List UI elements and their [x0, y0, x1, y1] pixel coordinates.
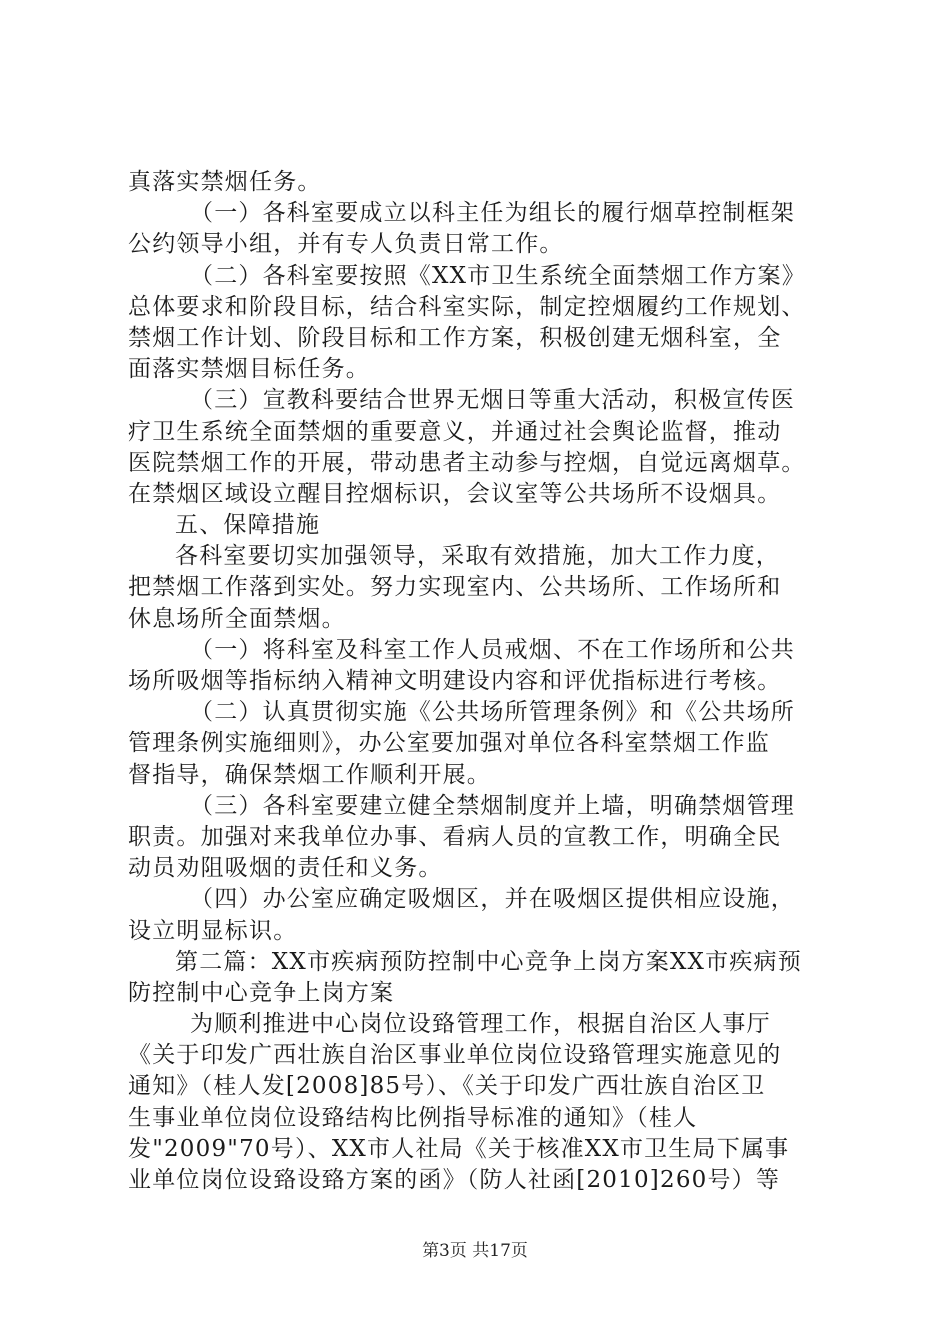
text-line: （一）各科室要成立以科主任为组长的履行烟草控制框架 — [190, 200, 795, 227]
text-line: 面落实禁烟目标任务。 — [128, 356, 370, 383]
text-line: （二）各科室要按照《XX市卫生系统全面禁烟工作方案》 — [190, 262, 806, 289]
text-line: 业单位岗位设臵设臵方案的函》（防人社函[2010]260号）等 — [128, 1167, 781, 1193]
text-line: 医院禁烟工作的开展，带动患者主动参与控烟，自觉远离烟草。 — [128, 449, 806, 476]
chapter-heading: 第二篇：XX市疾病预防控制中心竞争上岗方案XX市疾病预 — [175, 948, 802, 975]
text-line: 把禁烟工作落到实处。努力实现室内、公共场所、工作场所和 — [128, 574, 782, 601]
text-line: （三）宣教科要结合世界无烟日等重大活动，积极宣传医 — [190, 387, 795, 414]
page-number: 第3页 共17页 — [422, 1241, 528, 1261]
text-line: 《关于印发广西壮族自治区事业单位岗位设臵管理实施意见的 — [128, 1042, 782, 1069]
text-line: 场所吸烟等指标纳入精神文明建设内容和评优指标进行考核。 — [128, 668, 782, 694]
document-body — [128, 167, 828, 1196]
text-line: 总体要求和阶段目标，结合科室实际，制定控烟履约工作规划、 — [128, 293, 806, 320]
text-line: 休息场所全面禁烟。 — [128, 605, 346, 632]
text-line: 真落实禁烟任务。 — [128, 169, 322, 195]
text-line: 为顺利推进中心岗位设臵管理工作，根据自治区人事厅 — [190, 1011, 771, 1038]
text-line: 各科室要切实加强领导，采取有效措施，加大工作力度， — [175, 543, 780, 570]
text-line: （二）认真贯彻实施《公共场所管理条例》和《公共场所 — [190, 699, 795, 726]
text-line: 公约领导小组，并有专人负责日常工作。 — [128, 231, 564, 258]
section-heading: 五、保障措施 — [175, 512, 321, 539]
text-line: 督指导，确保禁烟工作顺利开展。 — [128, 761, 491, 788]
text-line: 防控制中心竞争上岗方案 — [128, 979, 395, 1006]
text-line: 在禁烟区域设立醒目控烟标识，会议室等公共场所不设烟具。 — [128, 480, 782, 507]
text-line: （四）办公室应确定吸烟区，并在吸烟区提供相应设施， — [190, 886, 795, 913]
text-line: 通知》（桂人发[2008]85号）、《关于印发广西壮族自治区卫 — [128, 1073, 766, 1100]
text-line: 职责。加强对来我单位办事、看病人员的宣教工作，明确全民 — [128, 823, 782, 850]
text-line: （三）各科室要建立健全禁烟制度并上墙，明确禁烟管理 — [190, 792, 795, 819]
text-line: （一）将科室及科室工作人员戒烟、不在工作场所和公共 — [190, 636, 795, 663]
text-line: 禁烟工作计划、阶段目标和工作方案，积极创建无烟科室，全 — [128, 324, 782, 351]
text-line: 疗卫生系统全面禁烟的重要意义，并通过社会舆论监督，推动 — [128, 418, 782, 445]
text-line: 动员劝阻吸烟的责任和义务。 — [128, 855, 443, 882]
text-line: 管理条例实施细则》，办公室要加强对单位各科室禁烟工作监 — [128, 730, 770, 757]
text-line: 发"2009"70号）、XX市人社局《关于核准XX市卫生局下属事 — [128, 1135, 790, 1162]
text-line: 设立明显标识。 — [128, 917, 298, 944]
text-line: 生事业单位岗位设臵结构比例指导标准的通知》（桂人 — [128, 1104, 698, 1131]
